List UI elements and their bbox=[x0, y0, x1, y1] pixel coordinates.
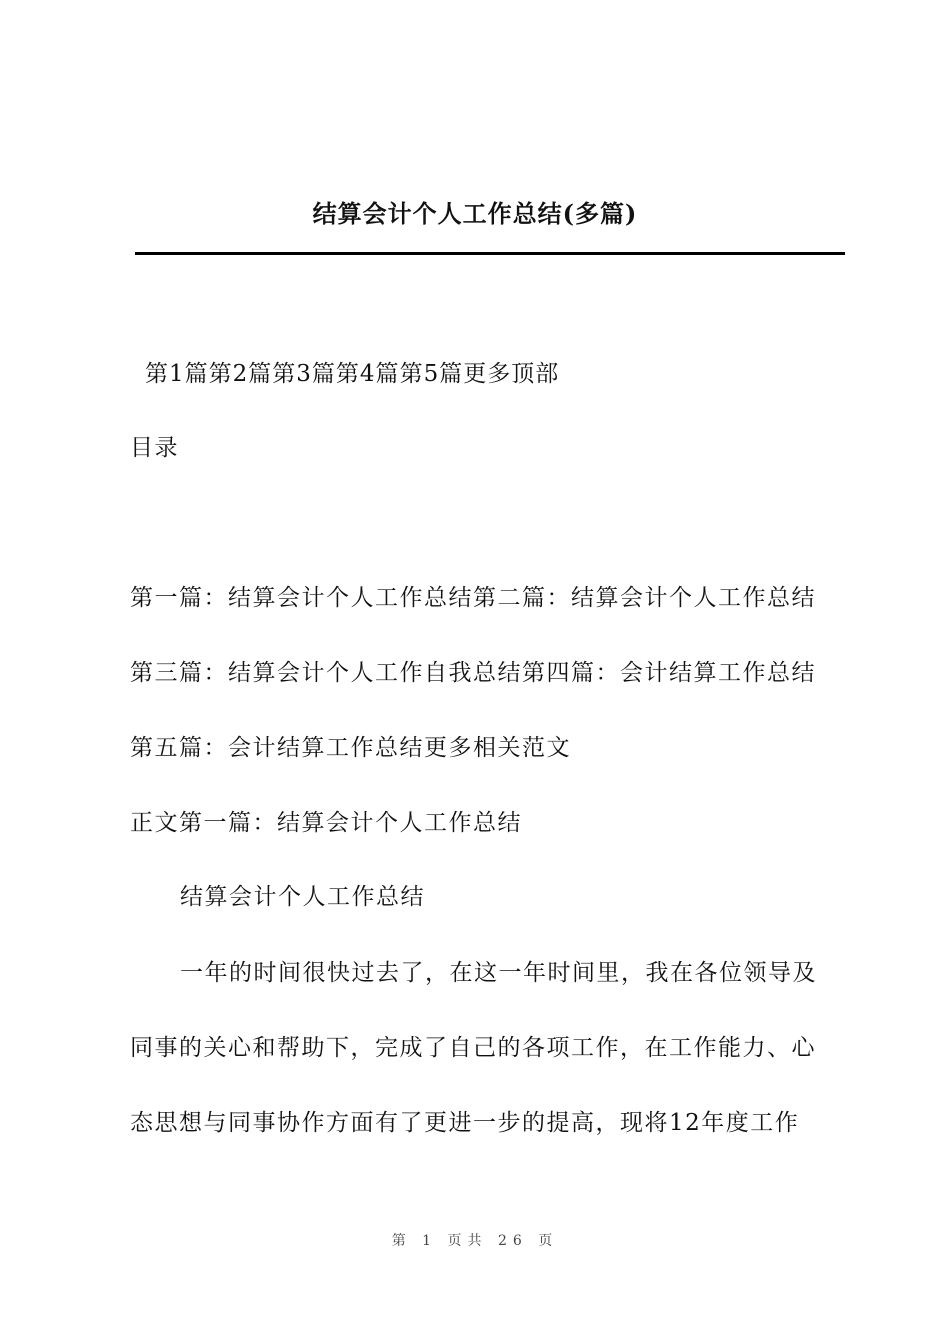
page-title: 结算会计个人工作总结(多篇) bbox=[312, 199, 638, 228]
nav-link-more[interactable]: 更多 bbox=[463, 361, 512, 387]
paragraph-line-3: 态思想与同事协作方面有了更进一步的提高，现将12年度工作 bbox=[130, 1110, 800, 1136]
paragraph-line-2: 同事的关心和帮助下，完成了自己的各项工作，在工作能力、心 bbox=[130, 1035, 816, 1061]
toc-line-3: 第五篇：会计结算工作总结更多相关范文 bbox=[130, 735, 571, 761]
title-divider bbox=[135, 252, 845, 255]
nav-link-part-3[interactable]: 第3篇 bbox=[272, 361, 336, 387]
paragraph-line-1: 一年的时间很快过去了，在这一年时间里，我在各位领导及 bbox=[180, 960, 817, 986]
nav-link-part-1[interactable]: 第1篇 bbox=[145, 361, 209, 387]
page-footer: 第 1 页共 26 页 bbox=[391, 1233, 559, 1249]
nav-link-top[interactable]: 顶部 bbox=[511, 361, 560, 387]
nav-link-part-5[interactable]: 第5篇 bbox=[399, 361, 464, 387]
toc-line-1: 第一篇：结算会计个人工作总结第二篇：结算会计个人工作总结 bbox=[130, 585, 816, 611]
body-heading: 正文第一篇：结算会计个人工作总结 bbox=[130, 810, 522, 836]
section-nav bbox=[145, 355, 559, 388]
toc-line-2: 第三篇：结算会计个人工作自我总结第四篇：会计结算工作总结 bbox=[130, 660, 816, 686]
nav-link-part-4[interactable]: 第4篇 bbox=[335, 361, 400, 387]
nav-link-part-2[interactable]: 第2篇 bbox=[208, 361, 273, 387]
article-subtitle: 结算会计个人工作总结 bbox=[180, 884, 425, 910]
toc-heading: 目录 bbox=[130, 435, 179, 461]
